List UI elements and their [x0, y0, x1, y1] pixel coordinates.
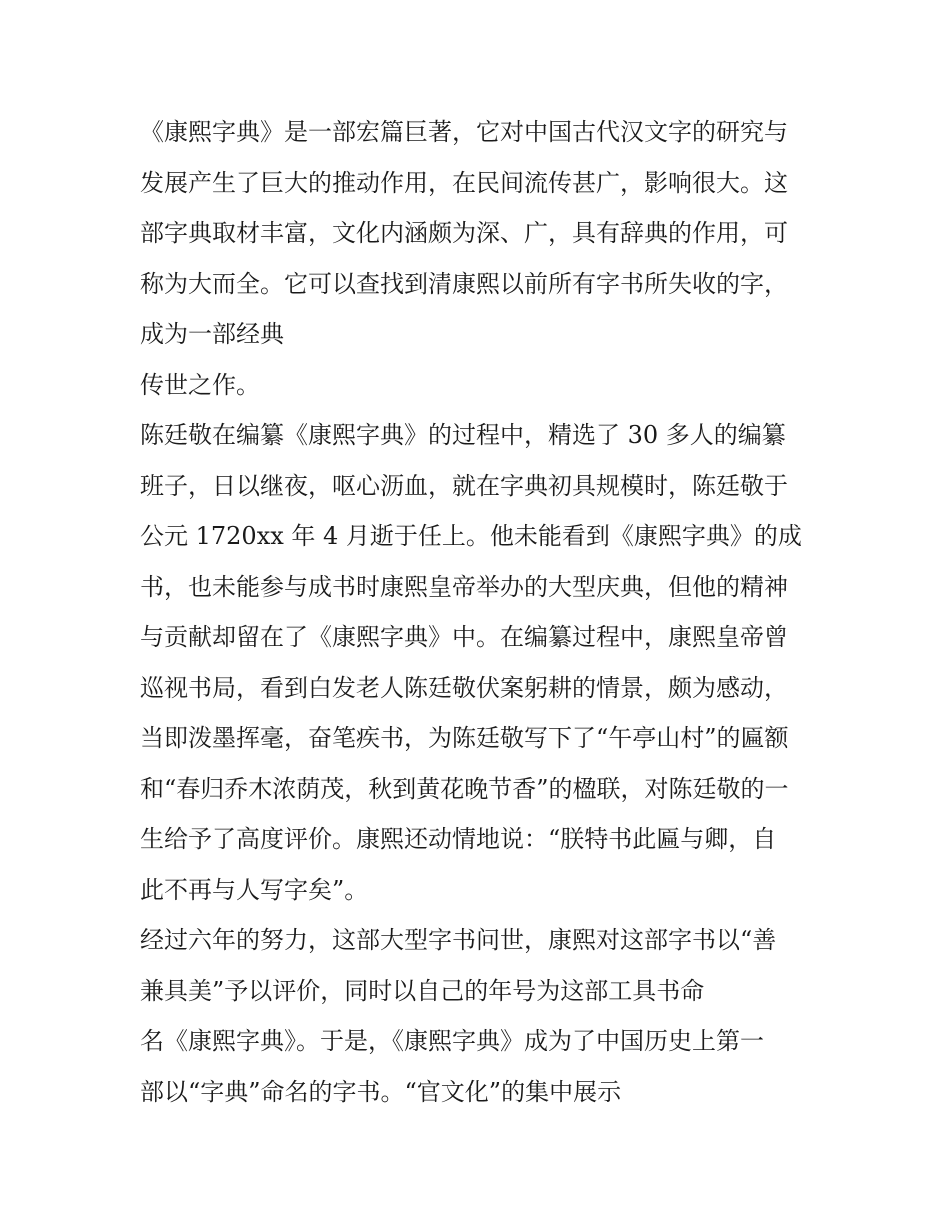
text-line: 称为大而全。它可以查找到清康熙以前所有字书所失收的字，	[140, 269, 788, 298]
text-line: 公元 1720xx 年 4 月逝于任上。他未能看到《康熙字典》的成	[140, 522, 802, 550]
text-line: 和“春归乔木浓荫茂，秋到黄花晚节香”的楹联，对陈廷敬的一	[140, 774, 789, 803]
text-line: 班子，日以继夜，呕心沥血，就在字典初具规模时，陈廷敬于	[140, 471, 788, 500]
text-line: 《康熙字典》是一部宏篇巨著，它对中国古代汉文字的研究与	[140, 118, 788, 146]
text-line: 部以“字典”命名的字书。“官文化”的集中展示	[140, 1077, 622, 1106]
text-line: 巡视书局，看到白发老人陈廷敬伏案躬耕的情景，颇为感动，	[140, 673, 788, 702]
text-line: 发展产生了巨大的推动作用，在民间流传甚广，影响很大。这	[140, 168, 788, 197]
text-line: 当即泼墨挥毫，奋笔疾书，为陈廷敬写下了“午亭山村”的匾额	[140, 724, 789, 752]
text-line: 经过六年的努力，这部大型字书问世，康熙对这部字书以“善	[140, 926, 777, 954]
text-line: 部字典取材丰富，文化内涵颇为深、广，具有辞典的作用，可	[140, 219, 788, 247]
text-line: 成为一部经典	[140, 320, 284, 348]
text-line: 与贡献却留在了《康熙字典》中。在编纂过程中，康熙皇帝曾	[140, 623, 788, 651]
text-line: 兼具美”予以评价，同时以自己的年号为这部工具书命	[140, 976, 705, 1005]
document-body	[140, 107, 820, 1117]
text-line: 生给予了高度评价。康熙还动情地说：“朕特书此匾与卿，自	[140, 825, 777, 853]
text-line: 此不再与人写字矣”。	[140, 875, 369, 904]
text-line: 传世之作。	[140, 370, 260, 399]
text-line: 陈廷敬在编纂《康熙字典》的过程中，精选了 30 多人的编纂	[140, 421, 786, 449]
text-line: 名《康熙字典》。于是，《康熙字典》成为了中国历史上第一	[140, 1027, 764, 1055]
text-line: 书，也未能参与成书时康熙皇帝举办的大型庆典，但他的精神	[140, 572, 788, 601]
